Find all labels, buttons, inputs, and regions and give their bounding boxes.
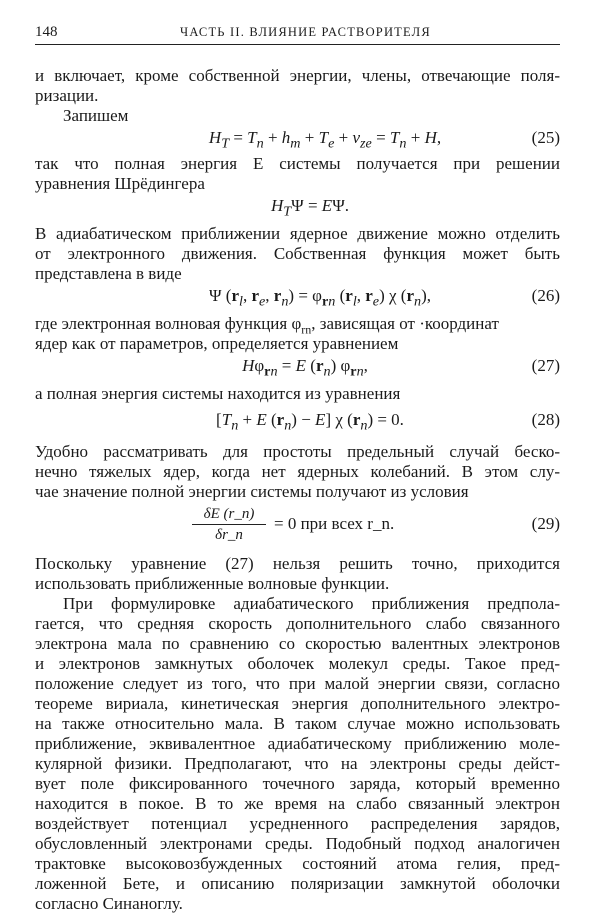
text-fragment: , зависящая от ·координат: [311, 314, 499, 333]
equation-29-rest: = 0 при всех r_n.: [274, 514, 395, 533]
text-line: находится в покое. В то же время на слабо связанный электрон: [35, 794, 560, 813]
text-fragment: где электронная волновая функция φ: [35, 314, 302, 333]
page-number: 148: [35, 24, 58, 40]
equation-number: (28): [531, 410, 560, 429]
text-line: представлена в виде: [35, 264, 182, 283]
text-line: Удобно рассматривать для простоты предельный случай беско-: [35, 442, 560, 461]
text-line: использовать приближенные волновые функции.: [35, 574, 390, 593]
text-fragment: rn: [301, 322, 312, 337]
equation-schrodinger: $H_T\Psi = E\Psi$.: [271, 196, 349, 220]
text-line: Поскольку уравнение (27) нельзя решить точно, приходится: [35, 554, 560, 573]
text-line: В адиабатическом приближении ядерное движение можно отделить: [35, 224, 560, 243]
text-line: ложенной Бете, и описанию поляризации замкнутой оболочки: [35, 874, 560, 893]
text-line: уравнения Шрёдингера: [35, 174, 205, 193]
text-line: ядер как от параметров, определяется уравнением: [35, 334, 399, 353]
text-line: ризации.: [35, 86, 99, 105]
text-line: от электронного движения. Собственная функция может быть: [35, 244, 560, 263]
equation-number: (29): [531, 514, 560, 533]
text-line: положение следует из того, что при малой энергии связи, согласно: [35, 674, 560, 693]
text-line: теореме вириала, кинетическая энергия дополнительного электро-: [35, 694, 560, 713]
text-line: гается, что средняя скорость дополнительного слабо связанного: [35, 614, 560, 633]
equation-28: [$T_n + E$ $(r_n) - E$] χ $(r_n) = 0$.: [216, 410, 404, 434]
text-line: на также относительно мала. В таком случае можно использовать: [35, 714, 560, 733]
text-line: электрона мала по сравнению со скоростью валентных электронов: [35, 634, 560, 653]
fraction-numerator: δE (r_n): [203, 506, 255, 522]
text-line: согласно Синаноглу.: [35, 894, 183, 913]
text-line: воздействует потенциал усредненного распределения зарядов,: [35, 814, 560, 833]
page-header: [35, 22, 560, 45]
equation-number: (27): [531, 356, 560, 375]
text-line: Запишем: [63, 106, 129, 125]
equation-27: $H\varphi_{rn} = E$ $(r_n)$ $\varphi_{rn}$,: [242, 356, 368, 380]
equation-25: $H_T = T_n + h_m + T_e + v_{ze} = T_n + H$,: [208, 128, 442, 152]
text-line: чае значение полной энергии системы получают из условия: [35, 482, 469, 501]
text-line: а полная энергия системы находится из уравнения: [35, 384, 401, 403]
text-line: обусловленный электронами среды. Подобный подход аналогичен: [35, 834, 560, 853]
text-line: трактовке высоковозбужденных состояний атома гелия, пред-: [35, 854, 560, 873]
text-line: приближение, эквивалентное адиабатическому приближению моле-: [35, 734, 560, 753]
text-line: и электронов замкнутых оболочек молекул среды. Такое пред-: [35, 654, 560, 673]
running-title: ЧАСТЬ II. ВЛИЯНИЕ РАСТВОРИТЕЛЯ: [180, 25, 431, 39]
equation-26: Ψ ($r_l$, $r_e$, $r_n) = \varphi_{rn}$ ($r_l$, $r_e$) χ $(r_n)$,: [208, 286, 432, 310]
text-line: кулярной физики. Предполагают, что на электроны среды дейст-: [35, 754, 560, 773]
text-line: При формулировке адиабатического приближения предпола-: [63, 594, 560, 613]
fraction-bar: [192, 524, 266, 525]
text-line: вует поле фиксированного точечного заряда, который временно: [35, 774, 560, 793]
fraction-denominator: δr_n: [215, 527, 243, 543]
text-line: нечно тяжелых ядер, когда нет ядерных колебаний. В этом слу-: [35, 462, 560, 481]
equation-number: (25): [531, 128, 560, 147]
text-line: так что полная энергия E системы получается при решении: [35, 154, 560, 173]
equation-number: (26): [531, 286, 560, 305]
text-line: и включает, кроме собственной энергии, члены, отвечающие поля-: [35, 66, 560, 85]
